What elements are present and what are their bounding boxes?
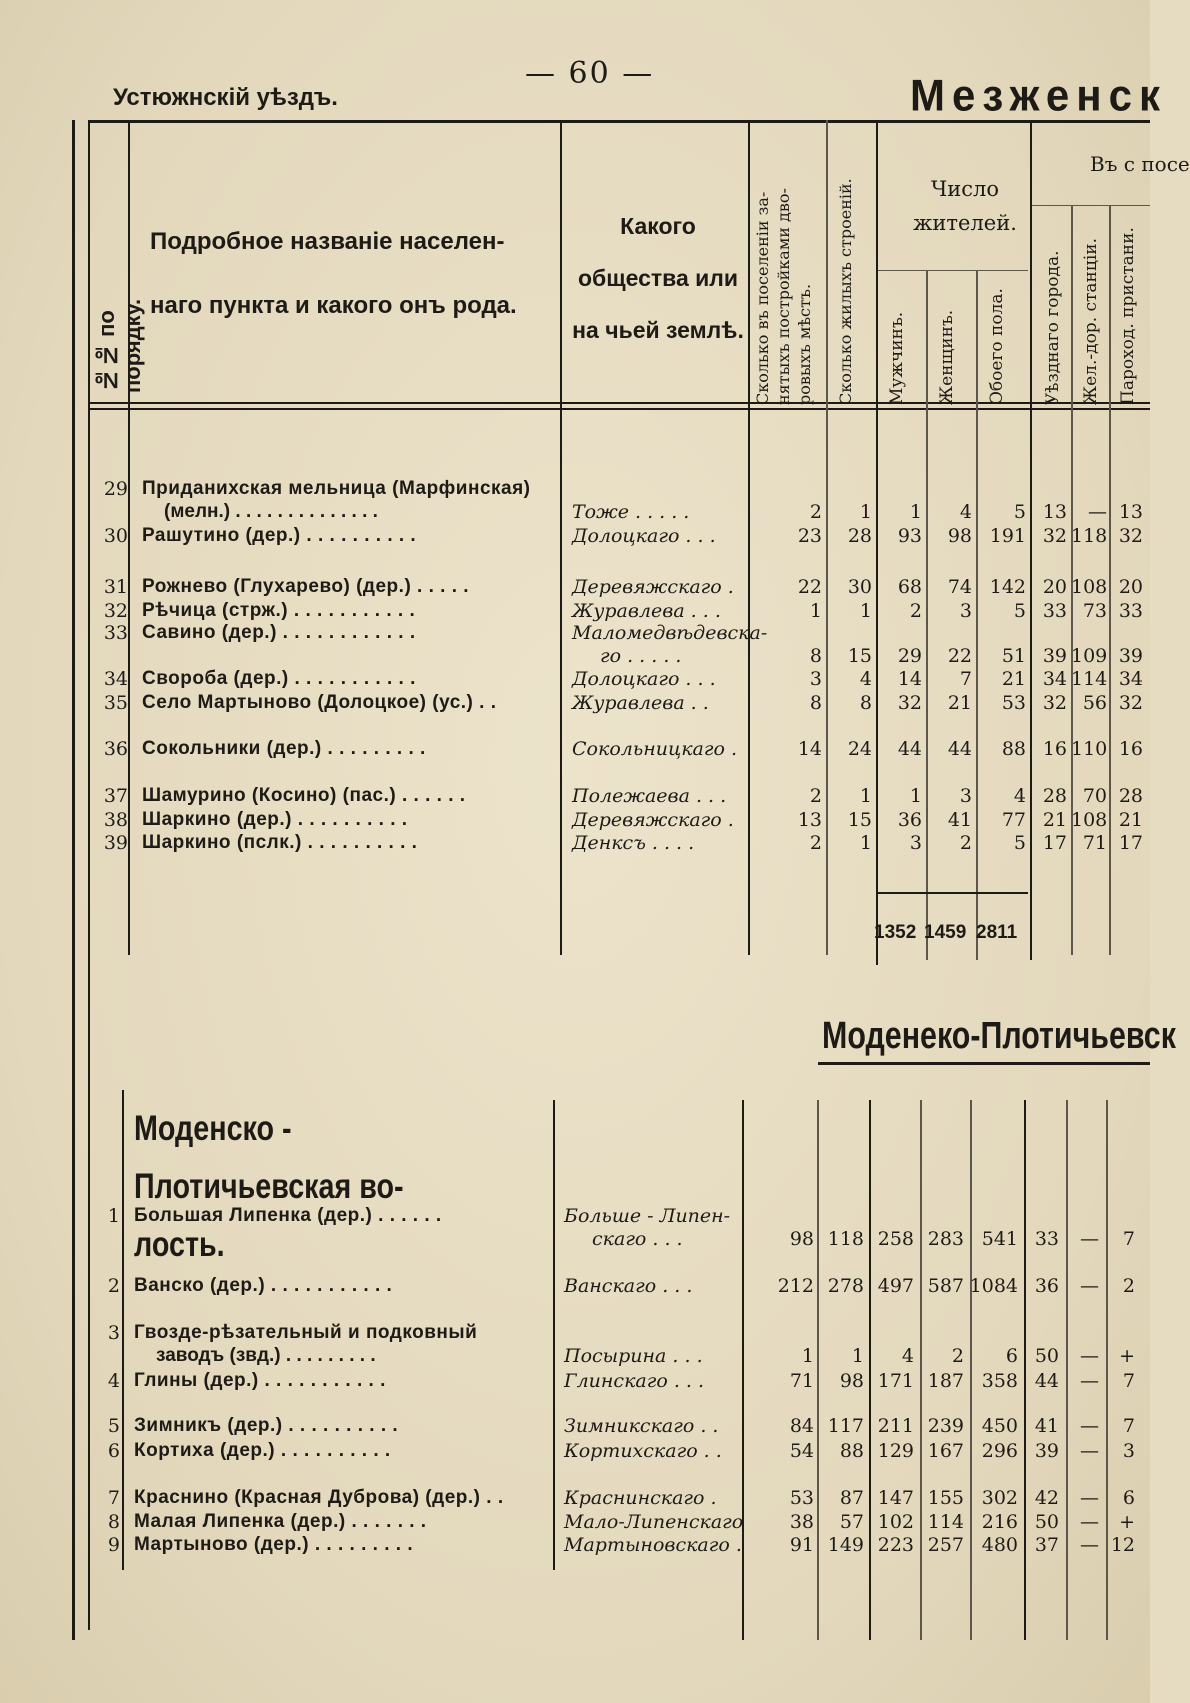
cell-value: 1 xyxy=(859,785,872,807)
cell-value: 13 xyxy=(1118,501,1143,523)
table-row xyxy=(0,785,1150,809)
cell-value: 7 xyxy=(959,668,972,690)
place-name: Рашутино (дер.) . . . . . . . . . . xyxy=(142,525,417,546)
cell-value: 15 xyxy=(847,645,872,667)
cell-value: 23 xyxy=(797,525,822,547)
cell-value: 257 xyxy=(927,1534,964,1556)
cell-value: 87 xyxy=(839,1487,864,1509)
place-name: Село Мартыново (Долоцкое) (ус.) . . xyxy=(142,692,497,713)
table-row xyxy=(0,1205,1150,1250)
row-number: 3 xyxy=(107,1322,120,1344)
cell-value: 77 xyxy=(1001,809,1026,831)
population-subrule xyxy=(878,270,1028,271)
table-row xyxy=(0,1415,1150,1439)
row-number: 36 xyxy=(103,738,128,760)
cell-value: 13 xyxy=(797,809,822,831)
cell-value: 56 xyxy=(1082,692,1107,714)
cell-value: 129 xyxy=(877,1440,914,1462)
cell-value: 88 xyxy=(1001,738,1026,760)
cell-value: 50 xyxy=(1034,1345,1059,1367)
cell-value: — xyxy=(1088,501,1107,523)
cell-value: 39 xyxy=(1118,645,1143,667)
total-women: 1459 xyxy=(924,922,967,943)
cell-value: 114 xyxy=(927,1511,964,1533)
cell-value: 1 xyxy=(909,785,922,807)
cell-value: 6 xyxy=(1122,1487,1135,1509)
owner-name: Больше - Липен- xyxy=(564,1205,731,1227)
owner-name: Глинскаго . . . xyxy=(564,1370,705,1392)
cell-value: 34 xyxy=(1042,668,1067,690)
place-name-continued: заводъ (звд.) . . . . . . . . . xyxy=(156,1345,376,1366)
cell-value: — xyxy=(1080,1345,1099,1367)
table-row xyxy=(0,1275,1150,1299)
row-number: 5 xyxy=(107,1415,120,1437)
place-name: Своробa (дер.) . . . . . . . . . . . xyxy=(142,668,416,689)
total-both: 2811 xyxy=(976,922,1018,943)
cell-value: — xyxy=(1080,1228,1099,1250)
cell-value: 1084 xyxy=(969,1275,1018,1297)
place-name: Глины (дер.) . . . . . . . . . . . xyxy=(134,1370,386,1391)
place-name: Рожнево (Глухарево) (дер.) . . . . . xyxy=(142,576,470,597)
cell-value: 1 xyxy=(859,600,872,622)
cell-value: 8 xyxy=(809,692,822,714)
cell-value: 216 xyxy=(981,1511,1018,1533)
owner-name: Журавлева . . . xyxy=(572,600,721,622)
cell-value: 21 xyxy=(1118,809,1143,831)
row-number: 1 xyxy=(107,1205,120,1227)
header-uezd-town: Уѣзднаго города. xyxy=(1043,250,1063,405)
cell-value: 7 xyxy=(1122,1228,1135,1250)
cell-value: 32 xyxy=(1118,692,1143,714)
place-name: Шаркино (дер.) . . . . . . . . . . xyxy=(142,809,408,830)
owner-name: Долоцкаго . . . xyxy=(572,525,716,547)
cell-value: 108 xyxy=(1071,809,1108,831)
table-row xyxy=(0,576,1150,600)
header-men: Мужчинъ. xyxy=(887,311,907,405)
row-number: 2 xyxy=(107,1275,120,1297)
cell-value: 1 xyxy=(851,1345,864,1367)
cell-value: 17 xyxy=(1118,832,1143,854)
owner-name: Журавлева . . xyxy=(572,692,709,714)
cell-value: 41 xyxy=(947,809,972,831)
owner-name: Деревяжскаго . xyxy=(572,809,734,831)
cell-value: 98 xyxy=(839,1370,864,1392)
cell-value: 22 xyxy=(947,645,972,667)
table-row xyxy=(0,478,1150,523)
cell-value: 5 xyxy=(1013,501,1026,523)
owner-name: Деревяжскаго . xyxy=(572,576,734,598)
row-number: 32 xyxy=(103,600,128,622)
cell-value: 3 xyxy=(909,832,922,854)
table-row xyxy=(0,809,1150,833)
cell-value: 37 xyxy=(1034,1534,1059,1556)
left-inner-rule xyxy=(88,120,90,1630)
table-row xyxy=(0,1370,1150,1394)
cell-value: 38 xyxy=(789,1511,814,1533)
cell-value: 21 xyxy=(1001,668,1026,690)
cell-value: 98 xyxy=(789,1228,814,1250)
cell-value: 20 xyxy=(1118,576,1143,598)
cell-value: 29 xyxy=(897,645,922,667)
cell-value: 109 xyxy=(1071,645,1108,667)
totals-rule xyxy=(878,892,1028,894)
cell-value: 2 xyxy=(951,1345,964,1367)
table-row xyxy=(0,622,1150,667)
header-rail-station: Жел.-дор. станціи. xyxy=(1081,238,1101,405)
table-row xyxy=(0,525,1150,549)
cell-value: 51 xyxy=(1001,645,1026,667)
cell-value: 149 xyxy=(827,1534,864,1556)
row-number: 7 xyxy=(107,1487,120,1509)
left-outer-rule xyxy=(72,120,75,1640)
owner-name: Мало-Липенскаго xyxy=(564,1511,744,1533)
header-bottom-rule-2 xyxy=(88,408,1150,410)
cell-value: — xyxy=(1080,1415,1099,1437)
cell-value: 28 xyxy=(1042,785,1067,807)
place-name: Савино (дер.) . . . . . . . . . . . . xyxy=(142,622,416,643)
header-owner: Какого общества или на чьей землѣ. xyxy=(572,213,744,343)
header-distance: Въ с посе xyxy=(1090,152,1190,176)
cell-value: 32 xyxy=(1042,525,1067,547)
cell-value: 480 xyxy=(981,1534,1018,1556)
cell-value: 358 xyxy=(981,1370,1018,1392)
cell-value: 1 xyxy=(859,832,872,854)
row-number: 9 xyxy=(107,1534,120,1556)
cell-value: 36 xyxy=(1034,1275,1059,1297)
place-name: Малая Липенка (дер.) . . . . . . . xyxy=(134,1511,427,1532)
table-row xyxy=(0,738,1150,762)
cell-value: 4 xyxy=(1013,785,1026,807)
row-number: 8 xyxy=(107,1511,120,1533)
cell-value: 32 xyxy=(1118,525,1143,547)
cell-value: 4 xyxy=(859,668,872,690)
cell-value: 39 xyxy=(1034,1440,1059,1462)
table-row xyxy=(0,1440,1150,1464)
row-number: 33 xyxy=(103,622,128,644)
place-name: Шамурино (Косино) (пас.) . . . . . . xyxy=(142,785,466,806)
table-row xyxy=(0,1487,1150,1511)
cell-value: 1 xyxy=(809,600,822,622)
cell-value: 21 xyxy=(947,692,972,714)
cell-value: + xyxy=(1119,1511,1135,1533)
place-name: Гвозде-рѣзательный и подковный xyxy=(134,1322,478,1343)
row-number: 30 xyxy=(103,525,128,547)
cell-value: 74 xyxy=(947,576,972,598)
header-both: Обоего пола. xyxy=(987,288,1007,405)
distance-subrule xyxy=(1032,205,1150,206)
cell-value: 212 xyxy=(777,1275,814,1297)
table-row xyxy=(0,1534,1150,1558)
cell-value: 7 xyxy=(1122,1370,1135,1392)
table-row xyxy=(0,1511,1150,1535)
cell-value: 187 xyxy=(927,1370,964,1392)
cell-value: 14 xyxy=(797,738,822,760)
cell-value: 33 xyxy=(1118,600,1143,622)
owner-name: Маломедвѣдевска- xyxy=(572,622,768,644)
cell-value: 6 xyxy=(1005,1345,1018,1367)
cell-value: 2 xyxy=(1122,1275,1135,1297)
cell-value: 8 xyxy=(809,645,822,667)
cell-value: 88 xyxy=(839,1440,864,1462)
cell-value: 98 xyxy=(947,525,972,547)
table-row xyxy=(0,668,1150,692)
owner-name: Тоже . . . . . xyxy=(572,501,690,523)
cell-value: 171 xyxy=(877,1370,914,1392)
cell-value: 84 xyxy=(789,1415,814,1437)
cell-value: 283 xyxy=(927,1228,964,1250)
cell-value: 587 xyxy=(927,1275,964,1297)
cell-value: 32 xyxy=(1042,692,1067,714)
cell-value: 93 xyxy=(897,525,922,547)
place-name: Ванско (дер.) . . . . . . . . . . . xyxy=(134,1275,393,1296)
cell-value: 108 xyxy=(1071,576,1108,598)
cell-value: 71 xyxy=(1082,832,1107,854)
row-number: 35 xyxy=(103,692,128,714)
header-population: Число жителей. xyxy=(913,177,1017,235)
place-name: Рѣчица (стрж.) . . . . . . . . . . . xyxy=(142,600,416,621)
cell-value: 14 xyxy=(897,668,922,690)
cell-value: 296 xyxy=(981,1440,1018,1462)
cell-value: 54 xyxy=(789,1440,814,1462)
owner-name: Зимникскаго . . xyxy=(564,1415,719,1437)
cell-value: 39 xyxy=(1042,645,1067,667)
cell-value: — xyxy=(1080,1440,1099,1462)
header-nn: №№ по порядку. xyxy=(94,298,145,393)
cell-value: 57 xyxy=(839,1511,864,1533)
place-name: Шаркино (пслк.) . . . . . . . . . . xyxy=(142,832,418,853)
owner-name: Мартыновскаго . xyxy=(564,1534,742,1556)
cell-value: 2 xyxy=(809,832,822,854)
cell-value: 71 xyxy=(789,1370,814,1392)
cell-value: 16 xyxy=(1042,738,1067,760)
header-stroeniy: Сколько жилыхъ строеній. xyxy=(836,178,855,405)
cell-value: 50 xyxy=(1034,1511,1059,1533)
owner-name: Долоцкаго . . . xyxy=(572,668,716,690)
row-number: 34 xyxy=(103,668,128,690)
cell-value: 20 xyxy=(1042,576,1067,598)
place-name: Приданихская мельница (Марфинская) xyxy=(142,478,531,499)
cell-value: 117 xyxy=(827,1415,864,1437)
cell-value: 211 xyxy=(877,1415,914,1437)
place-name: Мартыново (дер.) . . . . . . . . . xyxy=(134,1534,414,1555)
cell-value: 15 xyxy=(847,809,872,831)
cell-value: 4 xyxy=(901,1345,914,1367)
place-name: Кортиха (дер.) . . . . . . . . . . xyxy=(134,1440,391,1461)
header-title: Подробное названіе населен-наго пункта и какого онъ рода. xyxy=(150,228,517,319)
running-title: Мезженск xyxy=(910,70,1167,121)
volost-heading: Моденско - Плотичьевская во-лость. xyxy=(134,1109,404,1264)
table-row xyxy=(0,692,1150,716)
cell-value: 32 xyxy=(897,692,922,714)
section2-title-rule xyxy=(818,1062,1150,1065)
owner-name: Денксъ . . . . xyxy=(572,832,695,854)
cell-value: 13 xyxy=(1042,501,1067,523)
cell-value: 70 xyxy=(1082,785,1107,807)
district-heading: Устюжнскій уѣздъ. xyxy=(113,84,338,111)
cell-value: 22 xyxy=(797,576,822,598)
cell-value: — xyxy=(1080,1511,1099,1533)
row-number: 39 xyxy=(103,832,128,854)
cell-value: 110 xyxy=(1071,738,1108,760)
cell-value: 118 xyxy=(1071,525,1108,547)
cell-value: 28 xyxy=(847,525,872,547)
cell-value: 5 xyxy=(1013,600,1026,622)
cell-value: 1 xyxy=(909,501,922,523)
cell-value: 33 xyxy=(1034,1228,1059,1250)
cell-value: 36 xyxy=(897,809,922,831)
place-name: Большая Липенка (дер.) . . . . . . xyxy=(134,1205,442,1226)
row-number: 29 xyxy=(103,478,128,500)
cell-value: 3 xyxy=(809,668,822,690)
cell-value: 41 xyxy=(1034,1415,1059,1437)
cell-value: 12 xyxy=(1110,1534,1135,1556)
cell-value: 53 xyxy=(1001,692,1026,714)
table-top-rule xyxy=(88,120,1150,123)
header-dvory: Сколько въ поселеніи за-нятыхъ постройками дво-ровыхъ мѣстъ. xyxy=(753,188,814,405)
cell-value: 102 xyxy=(877,1511,914,1533)
cell-value: 302 xyxy=(981,1487,1018,1509)
cell-value: 33 xyxy=(1042,600,1067,622)
cell-value: 73 xyxy=(1082,600,1107,622)
table-row xyxy=(0,1322,1150,1367)
cell-value: 3 xyxy=(959,785,972,807)
cell-value: 118 xyxy=(827,1228,864,1250)
cell-value: 167 xyxy=(927,1440,964,1462)
cell-value: 2 xyxy=(959,832,972,854)
owner-name: Кортихскаго . . xyxy=(564,1440,722,1462)
cell-value: 3 xyxy=(959,600,972,622)
cell-value: 3 xyxy=(1122,1440,1135,1462)
cell-value: + xyxy=(1119,1345,1135,1367)
cell-value: 2 xyxy=(909,600,922,622)
table-row xyxy=(0,600,1150,624)
cell-value: 147 xyxy=(877,1487,914,1509)
cell-value: — xyxy=(1080,1534,1099,1556)
place-name: Зимникъ (дер.) . . . . . . . . . . xyxy=(134,1415,399,1436)
cell-value: 7 xyxy=(1122,1415,1135,1437)
cell-value: 155 xyxy=(927,1487,964,1509)
row-number: 4 xyxy=(107,1370,120,1392)
total-men: 1352 xyxy=(874,922,917,943)
owner-name: Краснинскаго . xyxy=(564,1487,717,1509)
cell-value: 497 xyxy=(877,1275,914,1297)
cell-value: 450 xyxy=(981,1415,1018,1437)
cell-value: 91 xyxy=(789,1534,814,1556)
cell-value: 44 xyxy=(947,738,972,760)
cell-value: 34 xyxy=(1118,668,1143,690)
cell-value: 2 xyxy=(809,501,822,523)
cell-value: 142 xyxy=(989,576,1026,598)
owner-name-continued: го . . . . . xyxy=(600,645,682,667)
header-steamer-pier: Пароход. пристани. xyxy=(1118,227,1138,405)
owner-name: Сокольницкаго . xyxy=(572,738,738,760)
section2-title: Моденеко-Плотичьевск xyxy=(822,1015,1176,1057)
cell-value: 239 xyxy=(927,1415,964,1437)
cell-value: 24 xyxy=(847,738,872,760)
cell-value: 5 xyxy=(1013,832,1026,854)
table-row xyxy=(0,832,1150,856)
cell-value: — xyxy=(1080,1370,1099,1392)
cell-value: 28 xyxy=(1118,785,1143,807)
owner-name: Ванскаго . . . xyxy=(564,1275,693,1297)
cell-value: 21 xyxy=(1042,809,1067,831)
header-women: Женщинъ. xyxy=(937,309,957,405)
owner-name: Полежаева . . . xyxy=(572,785,727,807)
row-number: 38 xyxy=(103,809,128,831)
cell-value: 16 xyxy=(1118,738,1143,760)
row-number: 37 xyxy=(103,785,128,807)
cell-value: 541 xyxy=(981,1228,1018,1250)
owner-name-continued: скаго . . . xyxy=(592,1228,683,1250)
cell-value: 114 xyxy=(1071,668,1108,690)
place-name: Сокольники (дер.) . . . . . . . . . xyxy=(142,738,426,759)
cell-value: 1 xyxy=(801,1345,814,1367)
row-number: 6 xyxy=(107,1440,120,1462)
cell-value: — xyxy=(1080,1275,1099,1297)
page-number: — 60 — xyxy=(525,56,655,91)
cell-value: 2 xyxy=(809,785,822,807)
cell-value: 8 xyxy=(859,692,872,714)
cell-value: 258 xyxy=(877,1228,914,1250)
cell-value: 44 xyxy=(897,738,922,760)
cell-value: 191 xyxy=(989,525,1026,547)
cell-value: — xyxy=(1080,1487,1099,1509)
cell-value: 44 xyxy=(1034,1370,1059,1392)
place-name: Краснино (Красная Дуброва) (дер.) . . xyxy=(134,1487,504,1508)
place-name-continued: (мелн.) . . . . . . . . . . . . . . xyxy=(164,501,378,522)
cell-value: 53 xyxy=(789,1487,814,1509)
cell-value: 42 xyxy=(1034,1487,1059,1509)
cell-value: 68 xyxy=(897,576,922,598)
row-number: 31 xyxy=(103,576,128,598)
cell-value: 1 xyxy=(859,501,872,523)
cell-value: 17 xyxy=(1042,832,1067,854)
owner-name: Посырина . . . xyxy=(564,1345,703,1367)
cell-value: 30 xyxy=(847,576,872,598)
cell-value: 4 xyxy=(959,501,972,523)
cell-value: 223 xyxy=(877,1534,914,1556)
cell-value: 278 xyxy=(827,1275,864,1297)
